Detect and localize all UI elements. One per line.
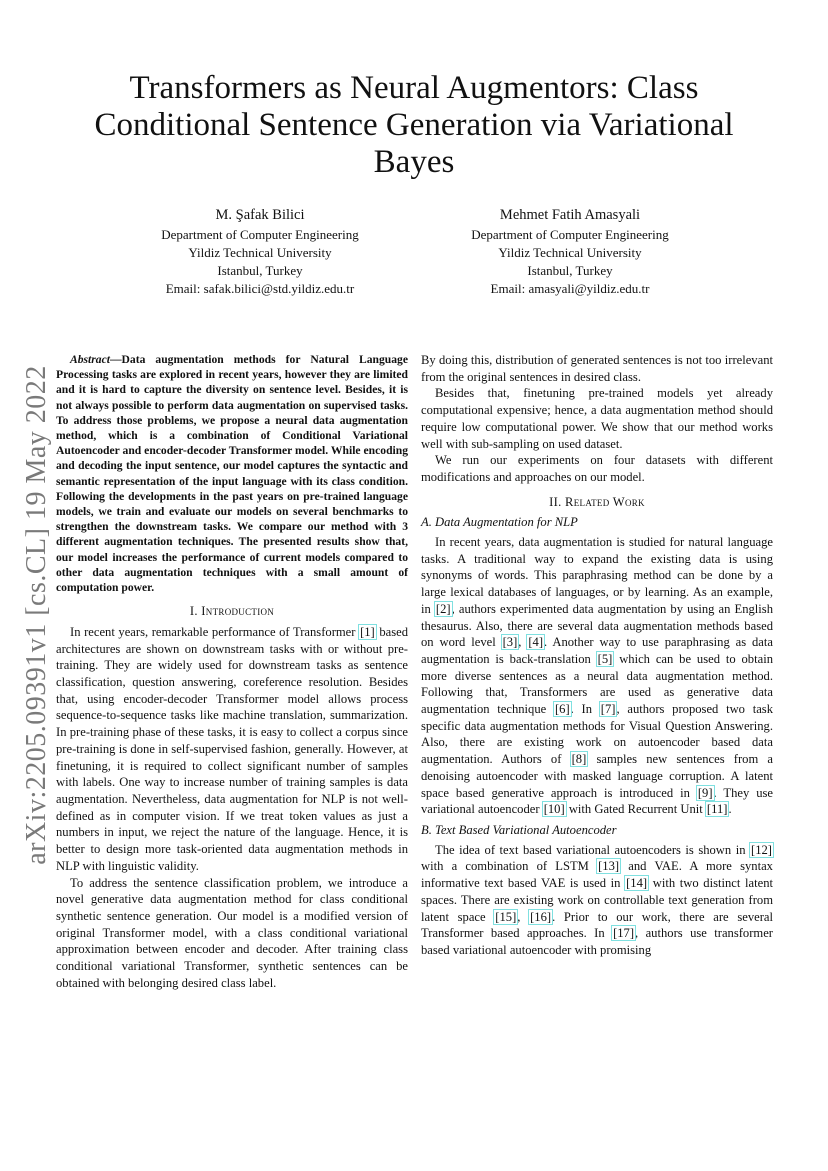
citation-link[interactable]: [13] bbox=[598, 859, 620, 874]
citation-link[interactable]: [16] bbox=[530, 909, 552, 924]
abstract-label: Abstract bbox=[70, 353, 110, 366]
citation-link[interactable]: [12] bbox=[751, 842, 772, 857]
citation-link[interactable]: [3] bbox=[502, 635, 518, 650]
author-block-1 bbox=[130, 206, 390, 298]
text: with Gated Recurrent Unit bbox=[565, 802, 706, 817]
text: The idea of text based variational autoencoders is shown in bbox=[435, 842, 751, 857]
paper-title: Transformers as Neural Augmentors: Class Conditional Sentence Generation via Variational Bayes bbox=[94, 70, 734, 180]
citation-link[interactable]: [15] bbox=[495, 909, 517, 924]
intro-paragraph-3: By doing this, distribution of generated sentences is not too irrelevant from the original sentences in desired class. bbox=[421, 353, 773, 384]
text: with two distinct latent spaces. There are existing work on controllable text generation from latent space bbox=[421, 876, 773, 924]
arxiv-sidebar bbox=[22, 350, 52, 880]
author-department: Department of Computer Engineering bbox=[471, 227, 669, 242]
text: with a combination of LSTM bbox=[421, 859, 598, 874]
author-name: Mehmet Fatih Amasyali bbox=[499, 207, 641, 223]
text: . Another way to use paraphrasing as data augmentation is back-translation bbox=[421, 635, 773, 666]
citation-link[interactable]: [14] bbox=[626, 876, 648, 891]
author-email: Email: safak.bilici@std.yildiz.edu.tr bbox=[165, 281, 355, 296]
intro-paragraph-2: To address the sentence classification problem, we introduce a novel generative data augmentation method for class conditional synthetic sentence generation. Our model is a modified version of original Transformer model, with a class conditional variational approximation between encoder and decoder. After training class conditional variational Transformer, synthetic sentences can be obtained with belonging desired class label. bbox=[56, 875, 408, 990]
related-work-paragraph-a bbox=[421, 534, 773, 818]
citation-link[interactable]: [2] bbox=[435, 601, 451, 616]
intro-paragraph-5: We run our experiments on four datasets with different modifications and approaches on our model. bbox=[421, 453, 773, 484]
intro-paragraph-1 bbox=[56, 624, 408, 875]
citation-link[interactable]: [8] bbox=[571, 752, 587, 767]
citation-link[interactable]: [6] bbox=[554, 702, 570, 717]
text: . They use variational autoencoder bbox=[421, 785, 773, 817]
subsection-heading-a: A. Data Augmentation for NLP bbox=[421, 515, 578, 530]
subsection-heading-b: B. Text Based Variational Autoencoder bbox=[421, 822, 617, 837]
abstract-text: —Data augmentation methods for Natural Language Processing tasks are explored in recent years, however they are limited and it is hard to capture the diversity on sentence level. Besides, it is not always possible to perform data augmentation on supervised tasks. To address those problems, we propose a neural data augmentation method, which is a combination of Conditional Variational Autoencoder and encoder-decoder Transformer model. While encoding and decoding the input sentence, our model captures the syntactic and semantic representation of the input language with its class condition. Following the developments in the past years on pre-trained language models, we train and evaluate our models on several benchmarks to strengthen the downstream tasks. We compare our method with 3 different augmentation techniques. The presented results show that, our model increases the performance of current models compared to other data augmentation techniques with a small amount of computation power. bbox=[56, 353, 408, 595]
intro-paragraph-4: Besides that, finetuning pre-trained models yet already computational expensive; hence, a data augmentation method should require low computational power. We show that our method works well with sub-sampling on used dataset. bbox=[421, 386, 773, 451]
related-work-paragraph-b bbox=[421, 842, 773, 959]
citation-link[interactable]: [4] bbox=[528, 635, 544, 650]
author-university: Yildiz Technical University bbox=[498, 245, 642, 260]
text: , authors experimented data augmentation by using an English thesaurus. Also, there are several data augmentation methods based on word level bbox=[421, 601, 773, 650]
text: . bbox=[728, 802, 732, 817]
citation-link[interactable]: [17] bbox=[613, 926, 635, 941]
text: , bbox=[517, 909, 530, 924]
arxiv-identifier: arXiv:2205.09391v1 [cs.CL] 19 May 2022 bbox=[21, 365, 52, 865]
citation-link[interactable]: [7] bbox=[600, 702, 616, 717]
text: samples new sentences from a denoising autoencoder with masked language corruption. A latent space based generative approach is introduced in bbox=[421, 752, 774, 800]
citation-link[interactable]: [9] bbox=[697, 785, 713, 800]
text: which can be used to obtain more diverse sentences as a neural data augmentation method. Following that, Transformers are used as generative data augmentation technique bbox=[421, 651, 773, 717]
text: based architectures are shown on downstream tasks with or without pre-training. They are widely used for downstream tasks as sentence classification, question answering, coreference resolution. Besides that, using encoder-decoder Transformer model allows process sequence-to-sequence tasks like machine translation, summarization. In pre-training phase of these tasks, it is easy to collect a corpus since pre-training is done in self-supervised fashion, generally. However, at finetuning, it is required to collect significant number of samples with labels. One way to increase number of training samples is data augmentation. Nevertheless, data augmentation for NLP is not well-defined as in computer vision. If we treat token values as just a numbers in input, we reject the nature of the language. Hence, it is better to design more task-oriented data augmentation methods in NLP with linguistic validity. bbox=[56, 624, 409, 873]
text: . In bbox=[570, 702, 600, 717]
section-heading-related-work: II. Related Work bbox=[549, 494, 645, 509]
section-heading-introduction: I. Introduction bbox=[189, 604, 275, 619]
author-department: Department of Computer Engineering bbox=[161, 227, 359, 242]
right-column bbox=[421, 352, 773, 959]
text: In recent years, data augmentation is studied for natural language tasks. A traditional way to expand the existing data is using synonyms of words. This paraphrasing method can be done by a large lexical databases of languages, or by learning. As an example, in bbox=[421, 535, 773, 616]
citation-link[interactable]: [1] bbox=[360, 624, 375, 639]
text: , bbox=[518, 635, 528, 650]
text: . Prior to our work, there are several Transformer based approaches. In bbox=[421, 909, 773, 941]
citation-link[interactable]: [5] bbox=[597, 651, 613, 666]
abstract bbox=[56, 352, 408, 595]
citation-link[interactable]: [10] bbox=[543, 802, 565, 817]
citation-link[interactable]: [11] bbox=[706, 802, 728, 817]
text: and VAE. A more syntax informative text based VAE is used in bbox=[421, 859, 773, 891]
text: , authors use transformer based variational autoencoder with promising bbox=[421, 926, 774, 957]
left-column bbox=[56, 352, 408, 991]
author-location: Istanbul, Turkey bbox=[527, 263, 613, 278]
author-email: Email: amasyali@yildiz.edu.tr bbox=[490, 281, 650, 296]
author-block-2 bbox=[440, 206, 700, 298]
author-name: M. Şafak Bilici bbox=[215, 207, 305, 223]
text: In recent years, remarkable performance of Transformer bbox=[70, 624, 360, 639]
author-location: Istanbul, Turkey bbox=[217, 263, 303, 278]
author-university: Yildiz Technical University bbox=[188, 245, 332, 260]
text: , authors proposed two task specific data augmentation methods for Visual Question Answering. Also, there are existing work on autoencoder based data augmentation. Authors of bbox=[421, 702, 773, 767]
